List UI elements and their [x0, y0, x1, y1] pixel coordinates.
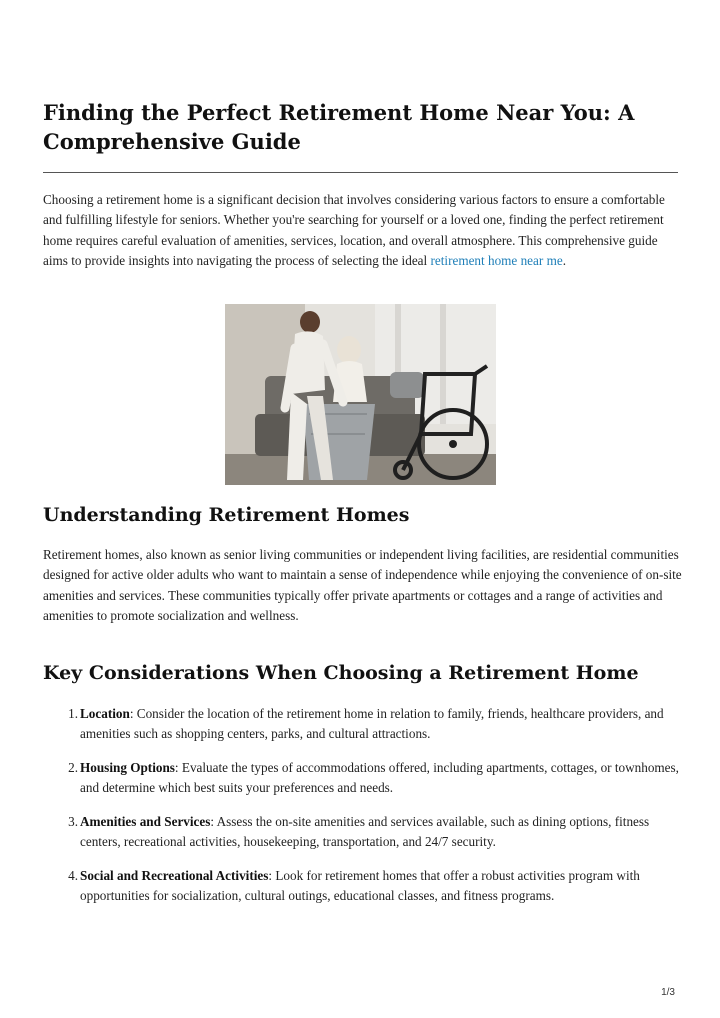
retirement-home-link[interactable]: retirement home near me	[430, 252, 563, 268]
list-item-term: Amenities and Services	[80, 814, 211, 829]
list-item-term: Social and Recreational Activities	[80, 868, 269, 883]
list-item: 2. Housing Options: Evaluate the types of accommodations offered, including apartments, cottages, or townhomes, and determine which best suits your preferences and needs.	[68, 760, 679, 796]
list-item: 1. Location: Consider the location of the retirement home in relation to family, friends, healthcare providers, and amenities such as shopping centers, parks, and cultural attractions.	[68, 706, 664, 742]
list-item-term: Housing Options	[80, 760, 175, 775]
list-item: 3. Amenities and Services: Assess the on-site amenities and services available, such as dining options, fitness centers, recreational activities, housekeeping, transportation, and 24/7 security.	[68, 814, 650, 850]
list-item-text: : Evaluate the types of accommodations offered, including apartments, cottages, or townhomes, and determine which best suits your preferences and needs.	[80, 760, 679, 796]
intro-end: .	[562, 252, 566, 268]
list-item-text: : Assess the on-site amenities and services available, such as dining options, fitness centers, recreational activities, housekeeping, transportation, and 24/7 security.	[80, 814, 650, 850]
list-item-term: Location	[80, 706, 130, 721]
title-divider	[43, 172, 678, 173]
page-number: 1/3	[661, 987, 675, 998]
list-item-text: : Consider the location of the retirement home in relation to family, friends, healthcare providers, and amenities such as shopping centers, parks, and cultural attractions.	[80, 706, 664, 742]
understanding-heading: Understanding Retirement Homes	[43, 504, 410, 526]
key-considerations-heading: Key Considerations When Choosing a Retirement Home	[43, 662, 639, 684]
intro-text: Choosing a retirement home is a significant decision that involves considering various factors to ensure a comfortable and fulfilling lifestyle for seniors. Whether you're searching for yourself or a loved one, finding the perfect retirement home requires careful evaluation of amenities, services, location, and overall atmosphere. This comprehensive guide aims to provide insights into navigating the process of selecting the ideal	[43, 192, 665, 268]
caregiver-with-senior-and-wheelchair-photo-icon	[225, 304, 496, 485]
understanding-paragraph: Retirement homes, also known as senior living communities or independent living facilities, are residential communities designed for active older adults who want to maintain a sense of independence while enjoying the convenience of on-site amenities and services. These communities typically offer private apartments or cottages and a range of activities and amenities to promote socialization and wellness.	[43, 547, 682, 623]
page-title: Finding the Perfect Retirement Home Near You: A Comprehensive Guide	[43, 100, 635, 154]
caregiver-photo	[225, 304, 496, 485]
intro-paragraph	[43, 190, 683, 271]
list-item-text: : Look for retirement homes that offer a robust activities program with opportunities for socialization, cultural outings, educational classes, and fitness programs.	[80, 868, 640, 904]
list-item: 4. Social and Recreational Activities: Look for retirement homes that offer a robust activities program with opportunities for socialization, cultural outings, educational classes, and fitness programs.	[68, 868, 640, 904]
